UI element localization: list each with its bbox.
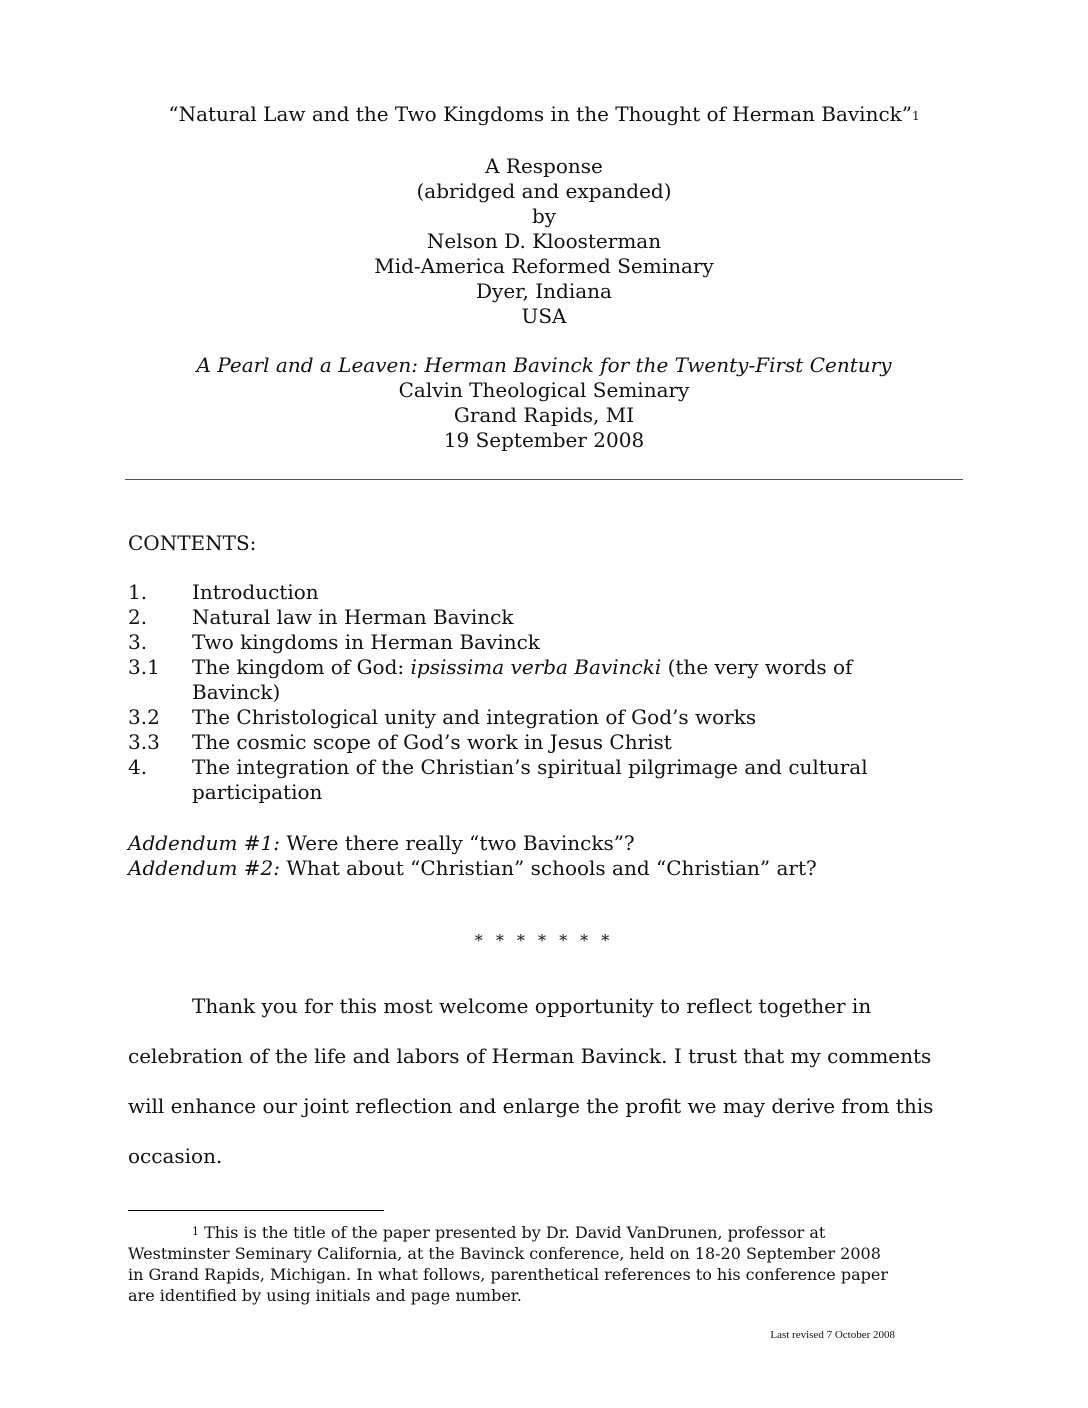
toc-item-number: 3.1 xyxy=(128,655,160,679)
response-by: by xyxy=(531,204,557,228)
toc-item xyxy=(128,630,928,655)
body-paragraph xyxy=(128,981,958,1181)
last-revised-note: Last revised 7 October 2008 xyxy=(770,1329,895,1341)
body-line: occasion. xyxy=(128,1144,223,1168)
conference-venue: Calvin Theological Seminary xyxy=(398,378,690,402)
toc-item-number: 3.2 xyxy=(128,705,160,729)
body-line: will enhance our joint reflection and enlarge the profit we may derive from this xyxy=(128,1094,934,1118)
addendum-text: What about “Christian” schools and “Christian” art? xyxy=(280,856,817,880)
toc-item-text-after: (the very words of xyxy=(661,655,853,679)
toc-item-text: Natural law in Herman Bavinck xyxy=(192,605,514,629)
header-divider xyxy=(125,479,963,480)
toc-item-number: 1. xyxy=(128,580,148,604)
footnote xyxy=(128,1222,958,1306)
paper-title-text: “Natural Law and the Two Kingdoms in the Thought of Herman Bavinck” xyxy=(168,102,912,126)
footnote-reference[interactable]: 1 xyxy=(912,109,920,123)
addenda-list xyxy=(128,831,817,881)
author-institution: Mid-America Reformed Seminary xyxy=(374,254,714,278)
section-separator: * * * * * * * xyxy=(474,931,614,950)
footnote-divider xyxy=(128,1210,384,1211)
response-block xyxy=(0,154,1088,329)
toc-item xyxy=(128,730,928,755)
body-line: celebration of the life and labors of Herman Bavinck. I trust that my comments xyxy=(128,1044,932,1068)
toc-item xyxy=(128,580,928,605)
addendum-item xyxy=(128,831,817,856)
addendum-label: Addendum #2: xyxy=(128,856,280,880)
addendum-item xyxy=(128,856,817,881)
toc-item-italic-text: ipsissima verba Bavincki xyxy=(410,655,662,679)
toc-item xyxy=(128,605,928,630)
toc-item-text: The Christological unity and integration of God’s works xyxy=(192,705,757,729)
conference-date: 19 September 2008 xyxy=(443,428,645,452)
author-city: Dyer, Indiana xyxy=(476,279,612,303)
paper-title xyxy=(0,102,1088,127)
footnote-line: are identified by using initials and page number. xyxy=(128,1286,522,1305)
footnote-line: Westminster Seminary California, at the Bavinck conference, held on 18-20 September 2008 xyxy=(128,1244,881,1263)
toc-item-text: The kingdom of God: xyxy=(192,655,411,679)
toc-item xyxy=(128,705,928,730)
toc-item-number: 3. xyxy=(128,630,148,654)
toc-item-number: 4. xyxy=(128,755,148,779)
toc-item-text: Two kingdoms in Herman Bavinck xyxy=(192,630,540,654)
toc-item xyxy=(128,755,928,805)
footnote-line xyxy=(128,1222,958,1243)
addendum-label: Addendum #1: xyxy=(128,831,280,855)
conference-name: A Pearl and a Leaven: Herman Bavinck for the Twenty-First Century xyxy=(196,353,892,377)
body-line: Thank you for this most welcome opportunity to reflect together in xyxy=(192,994,872,1018)
contents-heading: CONTENTS: xyxy=(128,531,257,555)
conference-block xyxy=(0,353,1088,453)
toc-item-text: Introduction xyxy=(192,580,319,604)
addendum-text: Were there really “two Bavincks”? xyxy=(280,831,635,855)
toc-item-text: The cosmic scope of God’s work in Jesus Christ xyxy=(192,730,672,754)
table-of-contents xyxy=(128,580,928,805)
author-name: Nelson D. Kloosterman xyxy=(426,229,662,253)
footnote-marker: 1 xyxy=(192,1225,199,1238)
response-subtitle: (abridged and expanded) xyxy=(416,179,672,203)
footnote-line: in Grand Rapids, Michigan. In what follows, parenthetical references to his conference paper xyxy=(128,1265,888,1284)
toc-item xyxy=(128,655,928,705)
toc-item-continuation: participation xyxy=(192,780,323,804)
response-label: A Response xyxy=(485,154,603,178)
author-country: USA xyxy=(521,304,567,328)
footnote-line-text: This is the title of the paper presented by Dr. David VanDrunen, professor at xyxy=(199,1223,826,1242)
toc-item-number: 2. xyxy=(128,605,148,629)
toc-item-text: The integration of the Christian’s spiritual pilgrimage and cultural xyxy=(192,755,868,779)
toc-item-number: 3.3 xyxy=(128,730,160,754)
conference-location: Grand Rapids, MI xyxy=(453,403,635,427)
toc-item-continuation: Bavinck) xyxy=(192,680,281,704)
